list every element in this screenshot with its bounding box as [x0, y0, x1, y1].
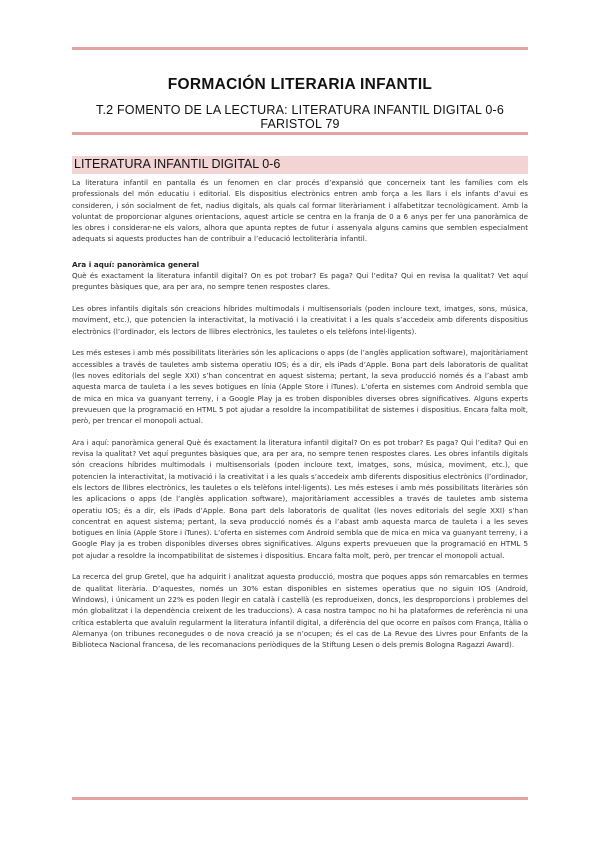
paragraph-2: Les obres infantils digitals són creacions híbrides multimodals i multisensorials (poden incloure text, imatges, sons, música, moviment, etc.), que potencien la interactivitat, la motivació i la creativitat i a les quals s’accedeix amb diferents dispositius electrònics (l’ordinador, els lectors de llibres electrònics, les tauletes o els telèfons intel·ligents).: [72, 304, 528, 336]
top-rule: [72, 47, 528, 50]
subheading: Ara i aquí: panoràmica general: [72, 259, 200, 269]
paragraph-4: Ara i aquí: panoràmica general Què és exactament la literatura infantil digital? On es pot trobar? Es paga? Qui l’edita? Qui en revisa la qualitat? Vet aquí preguntes bàsiques que, ara per ara, no sempre tenen respostes clares. Les obres infantils digitals són creacions híbrides multimodals i multisensorials (poden incloure text, imatges, sons, música, moviment, etc.), que potencien la interactivitat, la motivació i la creativitat i a les quals s’accedeix amb diferents dispositius electrònics (l’ordinador, els lectors de llibres electrònics, les tauletes o els telèfons intel·ligents). Les més esteses i amb més possibilitats literàries són les aplicacions o apps (de l’anglès application software), majoritàriament accessibles a través de tauletes amb sistema operatiu IOS; és a dir, els iPads d’Apple. Bona part dels laboratoris de qualitat (les noves editorials del segle XXI) s’han concentrat en aquest sistema; pertant, la seva producció només és a l’abast amb aquesta marca de tauleta i a les seves botigues en línia (Apple Store i iTunes). L’oferta en sistemes com Android sembla que de mica en mica va guanyant terreny, i a Google Play ja es troben disponibles diverses obres significatives. Alguns experts prevueuen que la programació en HTML 5 pot ajudar a resoldre la incompatibilitat de sistemes i dispositius. Encara falta molt, però, per trencar el monopoli actual.: [72, 437, 528, 560]
paragraph-5: La recerca del grup Gretel, que ha adquirit i analitzat aquesta producció, mostra que poques apps són remarcables en termes de qualitat literària. D’aquestes, només un 30% estan disponibles en sistemes operatius que no siguin IOS (Android, Windows), i únicament un 22% es poden llegir en català i castellà (es reprodueixen, doncs, les desproporcions i problemes del món globalitzat i la dependència creixent de les traduccions). A casa nostra tampoc no hi ha plataformes de referència ni una crítica establerta que avaluïn regularment la literatura infantil digital, a diferència del que ocorre en països com França, Itàlia o Alemanya (on tribunes reconegudes o de nova creació ja se n’ocupen; és el cas de La Revue des Livres pour Enfants de la Biblioteca Nacional francesa, de les recomanacions periòdiques de la Stiftung Lesen o dels premis Bologna Ragazzi Award).: [72, 572, 528, 650]
paragraph-1: Què és exactament la literatura infantil digital? On es pot trobar? Es paga? Qui l’edita? Qui en revisa la qualitat? Vet aquí preguntes bàsiques que, ara per ara, no sempre tenen respostes clares.: [72, 271, 528, 292]
document-title: FORMACIÓN LITERARIA INFANTIL: [167, 76, 433, 93]
section-title: LITERATURA INFANTIL DIGITAL 0-6: [74, 157, 281, 171]
intro-paragraph: La literatura infantil en pantalla és un fenomen en clar procés d’expansió que concerneix tant les famílies com els professionals del món educatiu i editorial. Els dispositius electrònics entren amb força a les llars i els infants d’avui es consideren, i són socialment de fet, nadius digitals, als quals cal formar literàriament i alfabetitzar tecnològicament. Amb la voluntat de proporcionar algunes orientacions, aquest article se centra en la franja de 0 a 6 anys per fer una panoràmica de les obres i considerar-ne els valors, alhora que apunta reptes de futur i assenyala alguns camins que semblen especialment adequats si aquests productes han de contribuir a l’educació lectoliterària infantil.: [72, 178, 528, 244]
document-body: [72, 177, 528, 661]
header-rule: [72, 132, 528, 135]
bottom-rule: [72, 797, 528, 800]
paragraph-3: Les més esteses i amb més possibilitats literàries són les aplicacions o apps (de l’anglès application software), majoritàriament accessibles a través de tauletes amb sistema operatiu IOS; és a dir, els iPads d’Apple. Bona part dels laboratoris de qualitat (les noves editorials del segle XXI) s’han concentrat en aquest sistema; pertant, la seva producció només és a l’abast amb aquesta marca de tauleta i a les seves botigues en línia (Apple Store i iTunes). L’oferta en sistemes com Android sembla que de mica en mica va guanyant terreny, i a Google Play ja es troben disponibles diverses obres significatives. Alguns experts prevueuen que la programació en HTML 5 pot ajudar a resoldre la incompatibilitat de sistemes i dispositius. Encara falta molt, però, per trencar el monopoli actual.: [72, 348, 528, 426]
document-header: [72, 76, 528, 131]
document-subtitle: T.2 FOMENTO DE LA LECTURA: LITERATURA INFANTIL DIGITAL 0-6 FARISTOL 79: [96, 103, 504, 131]
